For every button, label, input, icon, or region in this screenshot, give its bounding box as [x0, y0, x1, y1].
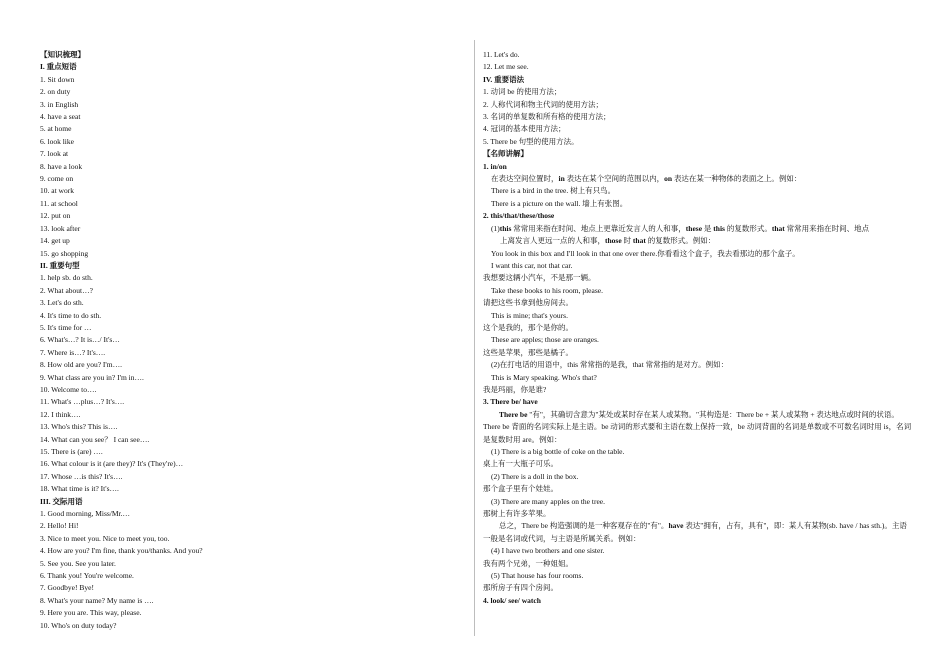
pattern-item: 12. I think…. — [40, 409, 81, 419]
phrase-item: 5. at home — [40, 124, 72, 134]
phrase-item: 1. Sit down — [40, 74, 75, 84]
dialog-item: 5. See you. See you later. — [40, 558, 116, 568]
dialog-item: 4. How are you? I'm fine, thank you/thanks. And you? — [40, 546, 203, 556]
example-translation: 那所房子有四个房间。 — [483, 583, 558, 593]
point-summary-have: 总之，There be 构造强调的是一种客观存在的"有"。have 表达"拥有，占有，具有"，即：某人有某物(sb. have / has sth.)。主语一般是名词或代词，与主语是所属关系。例如： — [483, 521, 907, 543]
example-translation: 请把这些书拿到他房间去。 — [483, 298, 573, 308]
example-translation: 这些是苹果，那些是橘子。 — [483, 347, 573, 357]
example-translation: 桌上有一大瓶子可乐。 — [483, 459, 558, 469]
phrase-item: 7. look at — [40, 149, 69, 159]
example-sentence: There is a bird in the tree. 树上有只鸟。 — [491, 186, 616, 196]
point-title-look-see-watch: 4. look/ see/ watch — [483, 595, 541, 605]
pattern-item: 15. There is (are) …. — [40, 447, 103, 456]
pattern-item: 4. It's time to do sth. — [40, 310, 102, 320]
point-desc-demonstratives: (1)this 常常用来指在时间、地点上更靠近发言人的人和事，these 是 this 的复数形式。that 常常用来指在时间、地点 — [491, 223, 870, 233]
example-sentence: Take these books to his room, please. — [491, 285, 603, 295]
dialog-item: 12. Let me see. — [483, 62, 529, 72]
dialog-item: 10. Who's on duty today? — [40, 620, 117, 630]
phrase-item: 11. at school — [40, 198, 78, 208]
dialog-list-continued — [483, 49, 913, 74]
example-translation: 那个盒子里有个娃娃。 — [483, 484, 558, 494]
dialog-list — [40, 508, 460, 632]
example-sentence: These are apples; those are oranges. — [491, 335, 599, 345]
phrase-item: 8. have a look — [40, 161, 83, 171]
phrase-item: 13. look after — [40, 223, 81, 233]
grammar-item: 5. There be 句型的使用方法。 — [483, 136, 579, 146]
section-title-patterns: II. 重要句型 — [40, 260, 80, 270]
pattern-item: 11. What's …plus…? It's…. — [40, 397, 125, 407]
grammar-item: 3. 名词的单复数和所有格的使用方法； — [483, 112, 611, 122]
point-title-there-be: 3. There be/ have — [483, 397, 538, 407]
grammar-item: 4. 冠词的基本使用方法； — [483, 124, 566, 134]
pattern-item: 9. What class are you in? I'm in…. — [40, 372, 144, 382]
example-translation: 这个是我的，那个是你的。 — [483, 322, 573, 332]
example-sentence: You look in this box and I'll look in that one over there.你看看这个盒子，我去看那边的那个盒子。 — [491, 248, 800, 258]
pattern-item: 16. What colour is it (are they)? It's (They're)… — [40, 459, 184, 469]
point-title-in-on: 1. in/on — [483, 161, 507, 171]
phrase-item: 3. in English — [40, 99, 79, 109]
phrase-item: 15. go shopping — [40, 248, 89, 258]
dialog-item: 6. Thank you! You're welcome. — [40, 571, 134, 581]
grammar-item: 2. 人称代词和物主代词的使用方法； — [483, 99, 603, 109]
phrase-item: 14. get up — [40, 236, 70, 246]
dialog-item: 8. What's your name? My name is …. — [40, 595, 154, 605]
left-column — [40, 49, 460, 632]
pattern-item: 13. Who's this? This is…. — [40, 422, 118, 432]
phrase-item: 6. look like — [40, 136, 74, 146]
pattern-item: 7. Where is…? It's…. — [40, 347, 106, 357]
pattern-item: 3. Let's do sth. — [40, 298, 84, 308]
section-header-knowledge: 【知识梳理】 — [40, 50, 85, 59]
pattern-list — [40, 272, 460, 495]
section-title-explanation: 【名师讲解】 — [483, 149, 528, 159]
phrase-item: 12. put on — [40, 211, 71, 221]
example-sentence: (5) That house has four rooms. — [491, 571, 584, 581]
example-sentence: There is a picture on the wall. 墙上有张图。 — [491, 198, 628, 208]
example-sentence: (4) I have two brothers and one sister. — [491, 546, 605, 556]
pattern-item: 8. How old are you? I'm…. — [40, 360, 122, 370]
phrase-item: 2. on duty — [40, 87, 71, 97]
grammar-item: 1. 动词 be 的使用方法； — [483, 87, 562, 97]
phrase-item: 4. have a seat — [40, 112, 81, 122]
pattern-item: 10. Welcome to…. — [40, 384, 97, 394]
phrase-item: 9. come on — [40, 174, 74, 184]
dialog-item: 9. Here you are. This way, please. — [40, 608, 142, 618]
example-translation: 我有两个兄弟，一种姐姐。 — [483, 558, 573, 568]
point-desc-phone: (2)在打电话的用语中，this 常常指的是我，that 常常指的是对方。例如： — [491, 360, 729, 370]
example-sentence: (1) There is a big bottle of coke on the table. — [491, 447, 625, 456]
pattern-item: 17. Whose …is this? It's…. — [40, 471, 123, 481]
point-desc-there-be: There be "有"，其确切含意为"某处或某时存在某人或某物。"其构造是：There be + 某人或某物 + 表达地点或时间的状语。There be 背面的名词实际上是主语。be 动词的形式要和主语在数上保持一致，be 动词背面的名词是单数或不可数名词时用 is，名词是复数时用 are。例如： — [483, 409, 912, 444]
pattern-item: 14. What can you see？ I can see…. — [40, 434, 150, 444]
point-desc-in-on: 在表达空间位置时，in 表达在某个空间的范围以内，on 表达在某一种物体的表面之上。例如： — [491, 174, 802, 184]
point-desc-demonstratives-cont: 上离发言人更远一点的人和事，those 时 that 的复数形式。例如： — [500, 236, 716, 246]
section-title-grammar: IV. 重要语法 — [483, 74, 525, 84]
example-translation: 那树上有许多苹果。 — [483, 509, 551, 519]
example-sentence: This is mine; that's yours. — [491, 310, 568, 320]
right-column — [483, 49, 913, 607]
column-divider — [474, 40, 475, 636]
pattern-item: 1. help sb. do sth. — [40, 273, 93, 283]
dialog-item: 2. Hello! Hi! — [40, 521, 79, 531]
pattern-item: 5. It's time for … — [40, 322, 92, 332]
example-sentence: (3) There are many apples on the tree. — [491, 496, 605, 506]
phrase-list — [40, 74, 460, 260]
example-sentence: (2) There is a doll in the box. — [491, 471, 579, 481]
example-sentence: This is Mary speaking. Who's that? — [491, 372, 597, 382]
phrase-item: 10. at work — [40, 186, 74, 196]
example-translation: 我想要这辆小汽车，不是那一辆。 — [483, 273, 596, 283]
dialog-item: 3. Nice to meet you. Nice to meet you, too. — [40, 533, 170, 543]
pattern-item: 18. What time is it? It's…. — [40, 484, 119, 494]
pattern-item: 6. What's…? It is…/ It's… — [40, 335, 120, 345]
point-title-demonstratives: 2. this/that/these/those — [483, 211, 555, 221]
dialog-item: 11. Let's do. — [483, 50, 520, 59]
dialog-item: 7. Goodbye! Bye! — [40, 583, 94, 593]
example-sentence: I want this car, not that car. — [491, 260, 573, 270]
section-title-dialogs: III. 交际用语 — [40, 496, 83, 506]
grammar-list — [483, 86, 913, 148]
section-title-phrases: I. 重点短语 — [40, 62, 77, 72]
pattern-item: 2. What about…? — [40, 285, 93, 295]
example-translation: 我是玛丽，你是谁? — [483, 384, 547, 394]
dialog-item: 1. Good morning, Miss/Mr.… — [40, 509, 131, 519]
